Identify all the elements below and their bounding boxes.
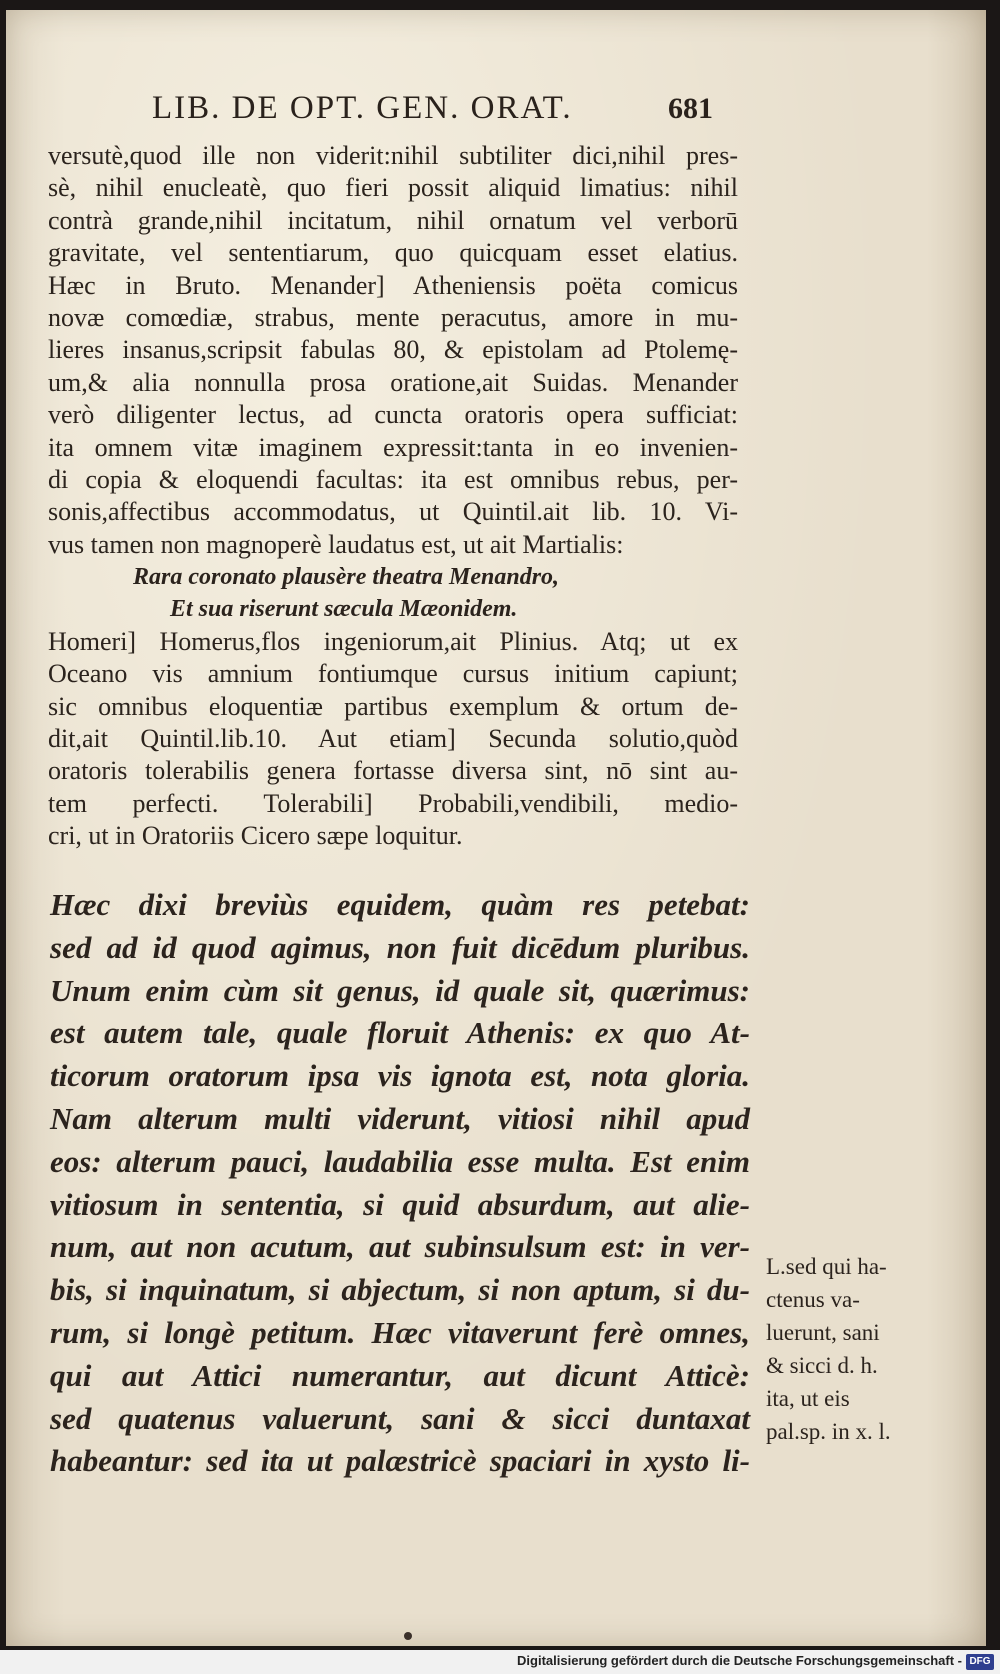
verse-line: Et sua riserunt sæcula Mæonidem.	[170, 596, 518, 623]
commentary-line: versutè,quod ille non viderit:nihil subtiliter dici,nihil pres-	[48, 141, 738, 170]
commentary-line: vus tamen non magnoperè laudatus est, ut ait Martialis:	[48, 529, 624, 559]
dfg-logo-icon: DFG	[966, 1654, 994, 1670]
main-text-line: vitiosum in sententia, si quid absurdum, aut alie-	[50, 1186, 750, 1222]
main-text-line: est autem tale, quale floruit Athenis: ex quo At-	[50, 1015, 750, 1051]
commentary-block	[48, 140, 738, 853]
funding-credit: Digitalisierung gefördert durch die Deutsche Forschungsgemeinschaft -	[517, 1653, 962, 1668]
commentary-line: cri, ut in Oratoriis Cicero sæpe loquitur.	[48, 821, 463, 851]
margin-note-line: ita, ut eis	[766, 1386, 850, 1411]
commentary-line: oratoris tolerabilis genera fortasse diversa sint, nō sint au-	[48, 756, 738, 786]
page-header	[0, 86, 1000, 132]
margin-note-line: luerunt, sani	[766, 1320, 880, 1345]
commentary-line: tem perfecti. Tolerabili] Probabili,vendibili, medio-	[48, 788, 738, 818]
main-text-line: Nam alterum multi viderunt, vitiosi nihil apud	[50, 1100, 750, 1136]
main-text-line: Hæc dixi breviùs equidem, quàm res petebat:	[50, 887, 750, 922]
footer-bar	[0, 1650, 1000, 1674]
margin-note-line: pal.sp. in x. l.	[766, 1419, 891, 1444]
commentary-line: verò diligenter lectus, ad cuncta oratoris opera sufficiat:	[48, 400, 738, 430]
main-text-line: num, aut non acutum, aut subinsulsum est: in ver-	[50, 1229, 750, 1265]
main-text-line: eos: alterum pauci, laudabilia esse multa. Est enim	[50, 1143, 750, 1179]
commentary-line: novæ comœdiæ, strabus, mente peracutus, amore in mu-	[48, 302, 738, 332]
main-text-line: bis, si inquinatum, si abjectum, si non aptum, si du-	[50, 1272, 750, 1308]
commentary-line: sonis,affectibus accommodatus, ut Quintil.ait lib. 10. Vi-	[48, 497, 738, 527]
margin-note-line: & sicci d. h.	[766, 1353, 878, 1378]
main-text-line: Unum enim cùm sit genus, id quale sit, quærimus:	[50, 972, 750, 1008]
main-text-line: habeantur: sed ita ut palæstricè spaciari in xysto li-	[50, 1443, 750, 1479]
commentary-line: Homeri] Homerus,flos ingeniorum,ait Plinius. Atq; ut ex	[48, 626, 738, 656]
commentary-line: Oceano vis amnium fontiumque cursus initium capiunt;	[48, 659, 738, 689]
main-text-line: qui aut Attici numerantur, aut dicunt Atticè:	[50, 1357, 750, 1393]
margin-note	[766, 1250, 926, 1448]
commentary-line: um,& alia nonnulla prosa oratione,ait Suidas. Menander	[48, 367, 738, 397]
main-text-line: rum, si longè petitum. Hæc vitaverunt ferè omnes,	[50, 1314, 750, 1350]
commentary-line: Hæc in Bruto. Menander] Atheniensis poëta comicus	[48, 270, 738, 300]
commentary-line: di copia & eloquendi facultas: ita est omnibus rebus, per-	[48, 464, 738, 494]
commentary-line: contrà grande,nihil incitatum, nihil ornatum vel verborū	[48, 205, 738, 235]
commentary-line: lieres insanus,scripsit fabulas 80, & epistolam ad Ptolemę-	[48, 335, 738, 365]
binding-mark	[404, 1632, 412, 1640]
commentary-line: dit,ait Quintil.lib.10. Aut etiam] Secunda solutio,quòd	[48, 724, 738, 754]
main-text-line: sed quatenus valuerunt, sani & sicci duntaxat	[50, 1400, 750, 1436]
commentary-line: gravitate, vel sententiarum, quo quicquam esset elatius.	[48, 238, 738, 268]
main-text-line: ticorum oratorum ipsa vis ignota est, nota gloria.	[50, 1058, 750, 1094]
margin-note-line: ctenus va-	[766, 1287, 860, 1312]
commentary-line: sè, nihil enucleatè, quo fieri possit aliquid limatius: nihil	[48, 173, 738, 203]
commentary-line: ita omnem vitæ imaginem expressit:tanta in eo invenien-	[48, 432, 738, 462]
page-number: 681	[668, 92, 713, 125]
commentary-line: sic omnibus eloquentiæ partibus exemplum & ortum de-	[48, 691, 738, 721]
margin-note-line: L.sed qui ha-	[766, 1254, 887, 1279]
main-text-line: sed ad id quod agimus, non fuit dicēdum pluribus.	[50, 929, 750, 965]
verse-line: Rara coronato plausère theatra Menandro,	[133, 564, 560, 591]
main-text-block	[50, 884, 750, 1483]
running-head: LIB. DE OPT. GEN. ORAT.	[152, 90, 573, 126]
